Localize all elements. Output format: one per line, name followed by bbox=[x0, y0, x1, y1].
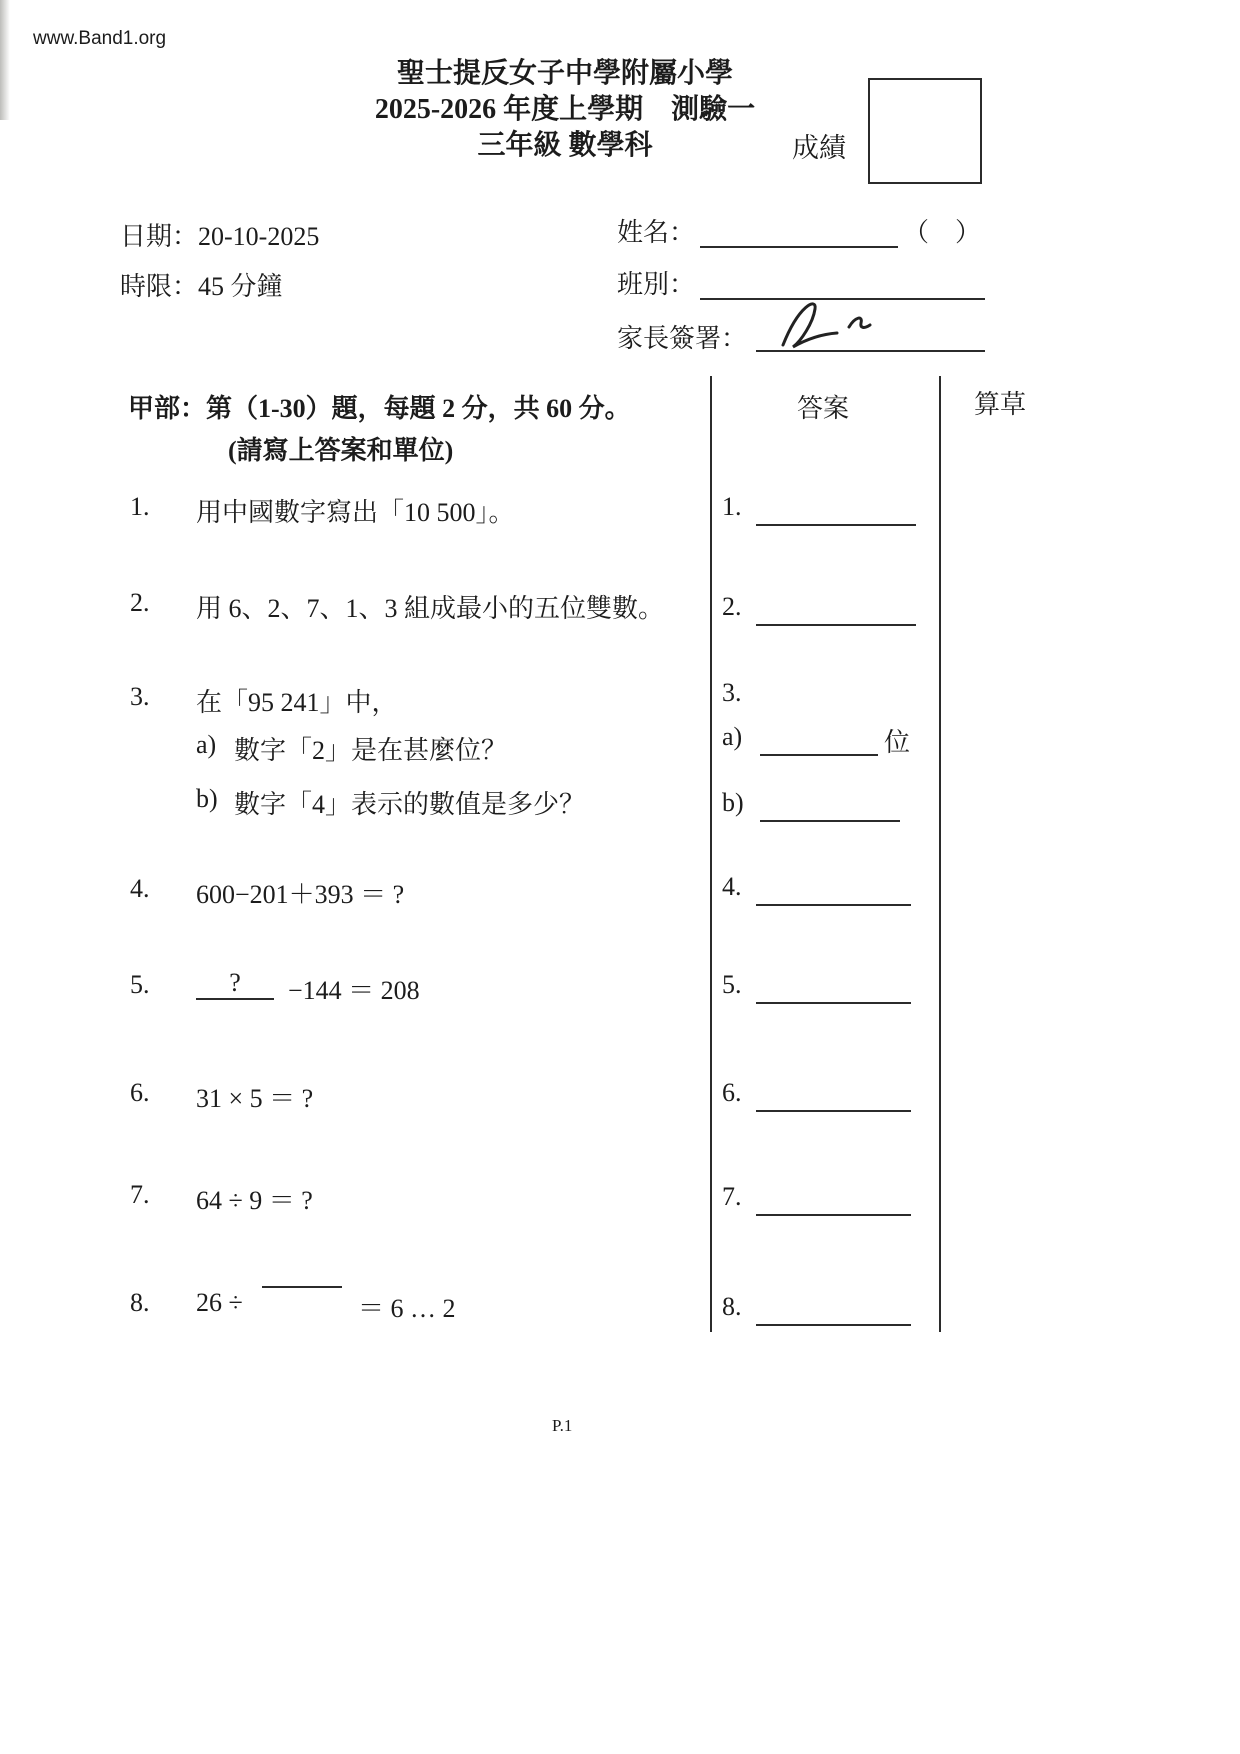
question-text: 31 × 5 ＝ ? bbox=[196, 1084, 314, 1113]
question-blank: ? bbox=[196, 968, 274, 1000]
answer-part-label: b) bbox=[722, 788, 744, 817]
answer-line bbox=[756, 1214, 911, 1216]
class-label: 班別： bbox=[617, 270, 696, 299]
question-text: 64 ÷ 9 ＝ ? bbox=[196, 1186, 313, 1215]
divider-line-answers bbox=[710, 376, 712, 1332]
answer-part-label: a) bbox=[722, 722, 743, 751]
answer-number: 3. bbox=[722, 678, 742, 707]
question-part-text: 數字「4」表示的數值是多少？ bbox=[234, 790, 586, 819]
answer-line bbox=[756, 1002, 911, 1004]
name-parens: （ ） bbox=[903, 218, 982, 247]
answer-number: 8. bbox=[722, 1292, 742, 1321]
question-blank bbox=[262, 1286, 342, 1288]
sign-label: 家長簽署： bbox=[617, 324, 748, 353]
answer-number: 4. bbox=[722, 872, 742, 901]
scan-edge-artifact bbox=[0, 0, 10, 120]
answer-line bbox=[756, 904, 911, 906]
question-text: 用 6、2、7、1、3 組成最小的五位雙數。 bbox=[196, 594, 665, 623]
question-number: 7. bbox=[130, 1180, 150, 1209]
question-part-label: a) bbox=[196, 730, 217, 759]
answer-line bbox=[756, 1110, 911, 1112]
name-line bbox=[700, 246, 898, 248]
section-note: (請寫上答案和單位) bbox=[228, 436, 454, 465]
question-text: 600−201＋393 ＝ ? bbox=[196, 880, 405, 909]
question-text: 在「95 241」中， bbox=[196, 688, 398, 717]
answers-column-header: 答案 bbox=[797, 394, 850, 423]
question-number: 8. bbox=[130, 1288, 150, 1317]
question-text: ＝ 6 … 2 bbox=[358, 1294, 456, 1323]
answer-unit-label: 位 bbox=[884, 728, 911, 757]
answer-number: 5. bbox=[722, 970, 742, 999]
answer-number: 6. bbox=[722, 1078, 742, 1107]
answer-number: 2. bbox=[722, 592, 742, 621]
answer-line bbox=[760, 820, 900, 822]
paper-header bbox=[295, 56, 835, 163]
question-number: 6. bbox=[130, 1078, 150, 1107]
grade-subject-line: 三年級 數學科 bbox=[477, 129, 653, 161]
section-title: 甲部：第（1-30）題，每題 2 分，共 60 分。 bbox=[128, 394, 631, 423]
question-number: 1. bbox=[130, 492, 150, 521]
question-text: 26 ÷ bbox=[196, 1288, 243, 1317]
page-number: P.1 bbox=[552, 1416, 573, 1435]
name-label: 姓名： bbox=[617, 218, 696, 247]
question-text: 用中國數字寫出「10 500」。 bbox=[196, 498, 515, 527]
question-number: 4. bbox=[130, 874, 150, 903]
question-number: 3. bbox=[130, 682, 150, 711]
watermark: www.Band1.org bbox=[33, 28, 167, 49]
term-line: 2025-2026 年度上學期 測驗一 bbox=[374, 93, 756, 125]
answer-line bbox=[756, 524, 916, 526]
question-text: −144 ＝ 208 bbox=[288, 976, 420, 1005]
parent-signature-mark bbox=[765, 293, 915, 358]
question-part-text: 數字「2」是在甚麼位？ bbox=[234, 736, 508, 765]
answer-line bbox=[756, 1324, 911, 1326]
answer-number: 1. bbox=[722, 492, 742, 521]
school-name: 聖士提反女子中學附屬小學 bbox=[396, 58, 733, 89]
rough-work-column-header: 算草 bbox=[974, 390, 1027, 419]
question-part-label: b) bbox=[196, 784, 218, 813]
answer-number: 7. bbox=[722, 1182, 742, 1211]
divider-line-rough bbox=[939, 376, 941, 1332]
score-box bbox=[868, 78, 982, 184]
date-label: 日期：20-10-2025 bbox=[120, 222, 320, 251]
duration-label: 時限：45 分鐘 bbox=[120, 272, 283, 301]
question-number: 5. bbox=[130, 970, 150, 999]
question-number: 2. bbox=[130, 588, 150, 617]
answer-line bbox=[760, 754, 878, 756]
answer-line bbox=[756, 624, 916, 626]
score-label: 成績 bbox=[792, 133, 846, 163]
